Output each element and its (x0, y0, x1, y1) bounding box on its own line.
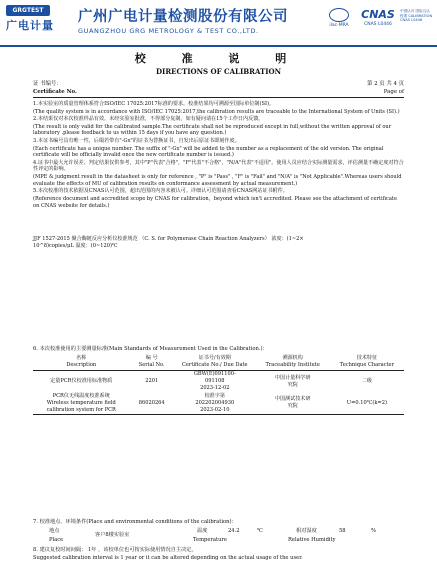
temp-label-en: Temperature (193, 537, 227, 543)
row-2-inst-line-1: 中国测试技术研 (274, 396, 311, 403)
cert-row-en (33, 89, 404, 97)
reference-standard (33, 236, 404, 250)
cert-label-cn: 证 书编号： (33, 81, 62, 87)
place-label-en: Place (49, 537, 64, 543)
note-4-en: (MPE & judgment result in the datasheet is only for reference , "P" is "Pass" , "F" is "Fail" and "N/A" is "Not Applicable".Whereas users should evaluate the effects of MU of calibration results on conformance assessment by actual measurement.) (33, 174, 402, 187)
header-serial-en: Serial No. (129, 362, 174, 370)
ilac-icon (329, 8, 349, 22)
header-name-en: Description (33, 362, 129, 370)
row-2-cert-line-2: 202202004930 (195, 399, 235, 406)
row-2-name-line-3: calibration system for PCR (46, 406, 116, 413)
row-2-name (33, 392, 129, 414)
table-row (33, 370, 404, 392)
row-1-cert (174, 370, 256, 392)
environment-conditions (33, 528, 404, 546)
row-2-serial: 86020264 (129, 392, 174, 414)
header-serial-cn: 编 号 (145, 354, 158, 361)
cert-row-cn (33, 81, 404, 89)
temp-label-cn: 温度 (197, 528, 208, 534)
table-row (33, 392, 404, 414)
row-1-name-line: 定量PCR仪校准用标准物质 (50, 378, 113, 385)
temp-value: 24.2 (228, 528, 240, 534)
row-2-name-line-1: PCR仪无线温度校准系统 (52, 392, 110, 399)
header-cert-cn: 证书号/有效期 (198, 354, 231, 361)
logo-badge: GRGTEST (6, 5, 50, 16)
cnas-side-text: 中国认可 国际互认 校准 CALIBRATION CNAS L0446 (400, 9, 433, 23)
humidity-value: 58 (339, 528, 346, 534)
header-cert-en: Certificate No./ Due Date (174, 362, 256, 370)
note-1-en: (The quality system is in accordance with ISO/IEC 17025:2017,the calibration results are traceable to the International System of Units (SI).) (33, 108, 400, 115)
note-1-cn: 1.本实验室的质量管理体系符合ISO/IEC 17025:2017标准的要求，校准结果均可溯源至国际单位制(SI)。 (33, 101, 275, 107)
row-2-tech: U=0.10℃(k=2) (330, 392, 404, 414)
row-2-name-line-2: Wireless temperature field (46, 399, 116, 406)
row-1-tech: 二级 (361, 378, 372, 385)
org-name-en: GUANGZHOU GRG METROLOGY & TEST CO.,LTD. (78, 27, 259, 35)
row-2-cert-line-3: 2023-02-10 (200, 406, 230, 413)
row-2-inst-line-2: 究院 (287, 403, 298, 410)
section-6-title: 6. 本次校准使用的主要测量标准(Main Standards of Measurement Used in the Calibration.)： (33, 346, 268, 352)
page-count-cn: 第 2 页 共 4 页 (367, 81, 404, 87)
row-1-inst-line-2: 究院 (287, 381, 298, 388)
humidity-label-cn: 相对湿度 (296, 528, 317, 534)
logo-text: 广电计量 (6, 19, 54, 32)
header-tech-cn: 技术特征 (356, 354, 378, 361)
row-2-inst (256, 392, 330, 414)
note-4-cn: 4.证书中最大允许误差、判定结果仅供参考，其中"P"代表"合格"，"F"代表"不合格"，"N/A"代表"不适用"。使用人员应结合实际测量需求，评估测量不确定度对符合性评定的影响。 (33, 159, 404, 173)
temp-unit: ℃ (257, 528, 263, 534)
row-1-inst (256, 370, 330, 392)
row-1-cert-line-2: 091108 (205, 378, 225, 385)
page-count-en: Page of (383, 89, 404, 95)
header-name-cn: 名称 (76, 354, 87, 361)
place-label-cn: 地点 (49, 528, 60, 534)
row-2-cert-line-1: 校准字第 (204, 392, 225, 399)
cnas-mark: CNAS (361, 8, 395, 21)
section-7-title: 7. 校准地点、环境条件(Place and environmental conditions of the calibration)： (33, 519, 237, 525)
row-1-cert-line-1: GBW(E)091100- (193, 371, 236, 378)
row-1-inst-line-1: 中国计量科学研 (274, 374, 311, 381)
company-logo (6, 5, 64, 43)
standard-line-1: JJF 1527-2015 聚合酶链反应分析仪校准规范 （C. S. for Polymerase Chain Reaction Analyzers） 浓度：(1~2× (33, 236, 304, 242)
row-1-serial: 2201 (145, 378, 159, 385)
cnas-logo (360, 8, 396, 38)
note-3-cn: 3.本证书编号具有唯一性，后缀若带有"-Gx"的证书为替换证书，自发出后原证书即刻作废。 (33, 138, 240, 145)
header-divider (0, 45, 437, 47)
note-2-cn: 2.本结果仅对本次校准样品有效。未经实验室批准，不得部分复制。如有疑问请在15个工作日内反馈。 (33, 116, 264, 123)
ilac-mra-logo (322, 8, 356, 38)
standard-line-2: 10^8)copies/μL 温度：(0~120)℃ (33, 242, 118, 249)
letterhead (0, 0, 437, 46)
note-5-en: (Reference document and accredited scope by CNAS for calibration，beyond which isn't accredited. Please see the attachment of certificate on CNAS website for details.) (33, 195, 397, 209)
ilac-text: ilac-MRA (329, 23, 349, 28)
place-value: 客户8楼实验室 (95, 532, 130, 538)
cert-label-en: Certificate No. (33, 89, 77, 95)
page-title-en: DIRECTIONS OF CALIBRATION (155, 67, 281, 76)
note-5-cn: 5.本次校准的技术依据及CNAS认可范围，超出范围的内容未被认可。详细认可范围请查看CNAS网站证书附件。 (33, 188, 288, 195)
header-tech-en: Technique Character (330, 362, 404, 370)
row-1-cert-line-3: 2023-12-02 (200, 385, 230, 391)
humidity-unit: % (371, 528, 376, 534)
row-2-cert (174, 392, 256, 414)
section-8-cn: 8. 建议复校时间间隔： 1年 ，该校单位也可按实际使用情况自主决定。 (33, 547, 197, 553)
cnas-reg: CNAS L0446 (364, 22, 392, 28)
header-inst-cn: 溯源机构 (282, 354, 303, 361)
org-name-cn: 广州广电计量检测股份有限公司 (78, 9, 288, 25)
calibration-notes (33, 101, 404, 210)
page-title-cn: 校 准 说 明 (134, 52, 303, 65)
humidity-label-en: Relative Humidity (288, 537, 336, 543)
recalibration-interval (33, 547, 404, 562)
row-1-name (33, 370, 129, 392)
note-2-en: (The result is only valid for the calibrated sample.The certificate shall not be reproduced except in full,without the written approval of our laboratory .please feedback to us within 15 days if you have any question.) (33, 123, 392, 137)
section-8-en: Suggested calibration interval is 1 year or it can be altered depending on the actual usage of the user. (33, 554, 303, 561)
header-inst-en: Traceability Institute (256, 362, 330, 370)
cert-divider (33, 97, 404, 98)
measurement-standards-table (33, 354, 404, 415)
note-3-en: (Each certificate has a unique number. The suffix of "-Gx" will be added to the number as a replacement of the old version. The original certificate will be officially invalid once the new certificate number is issued.) (33, 145, 384, 159)
